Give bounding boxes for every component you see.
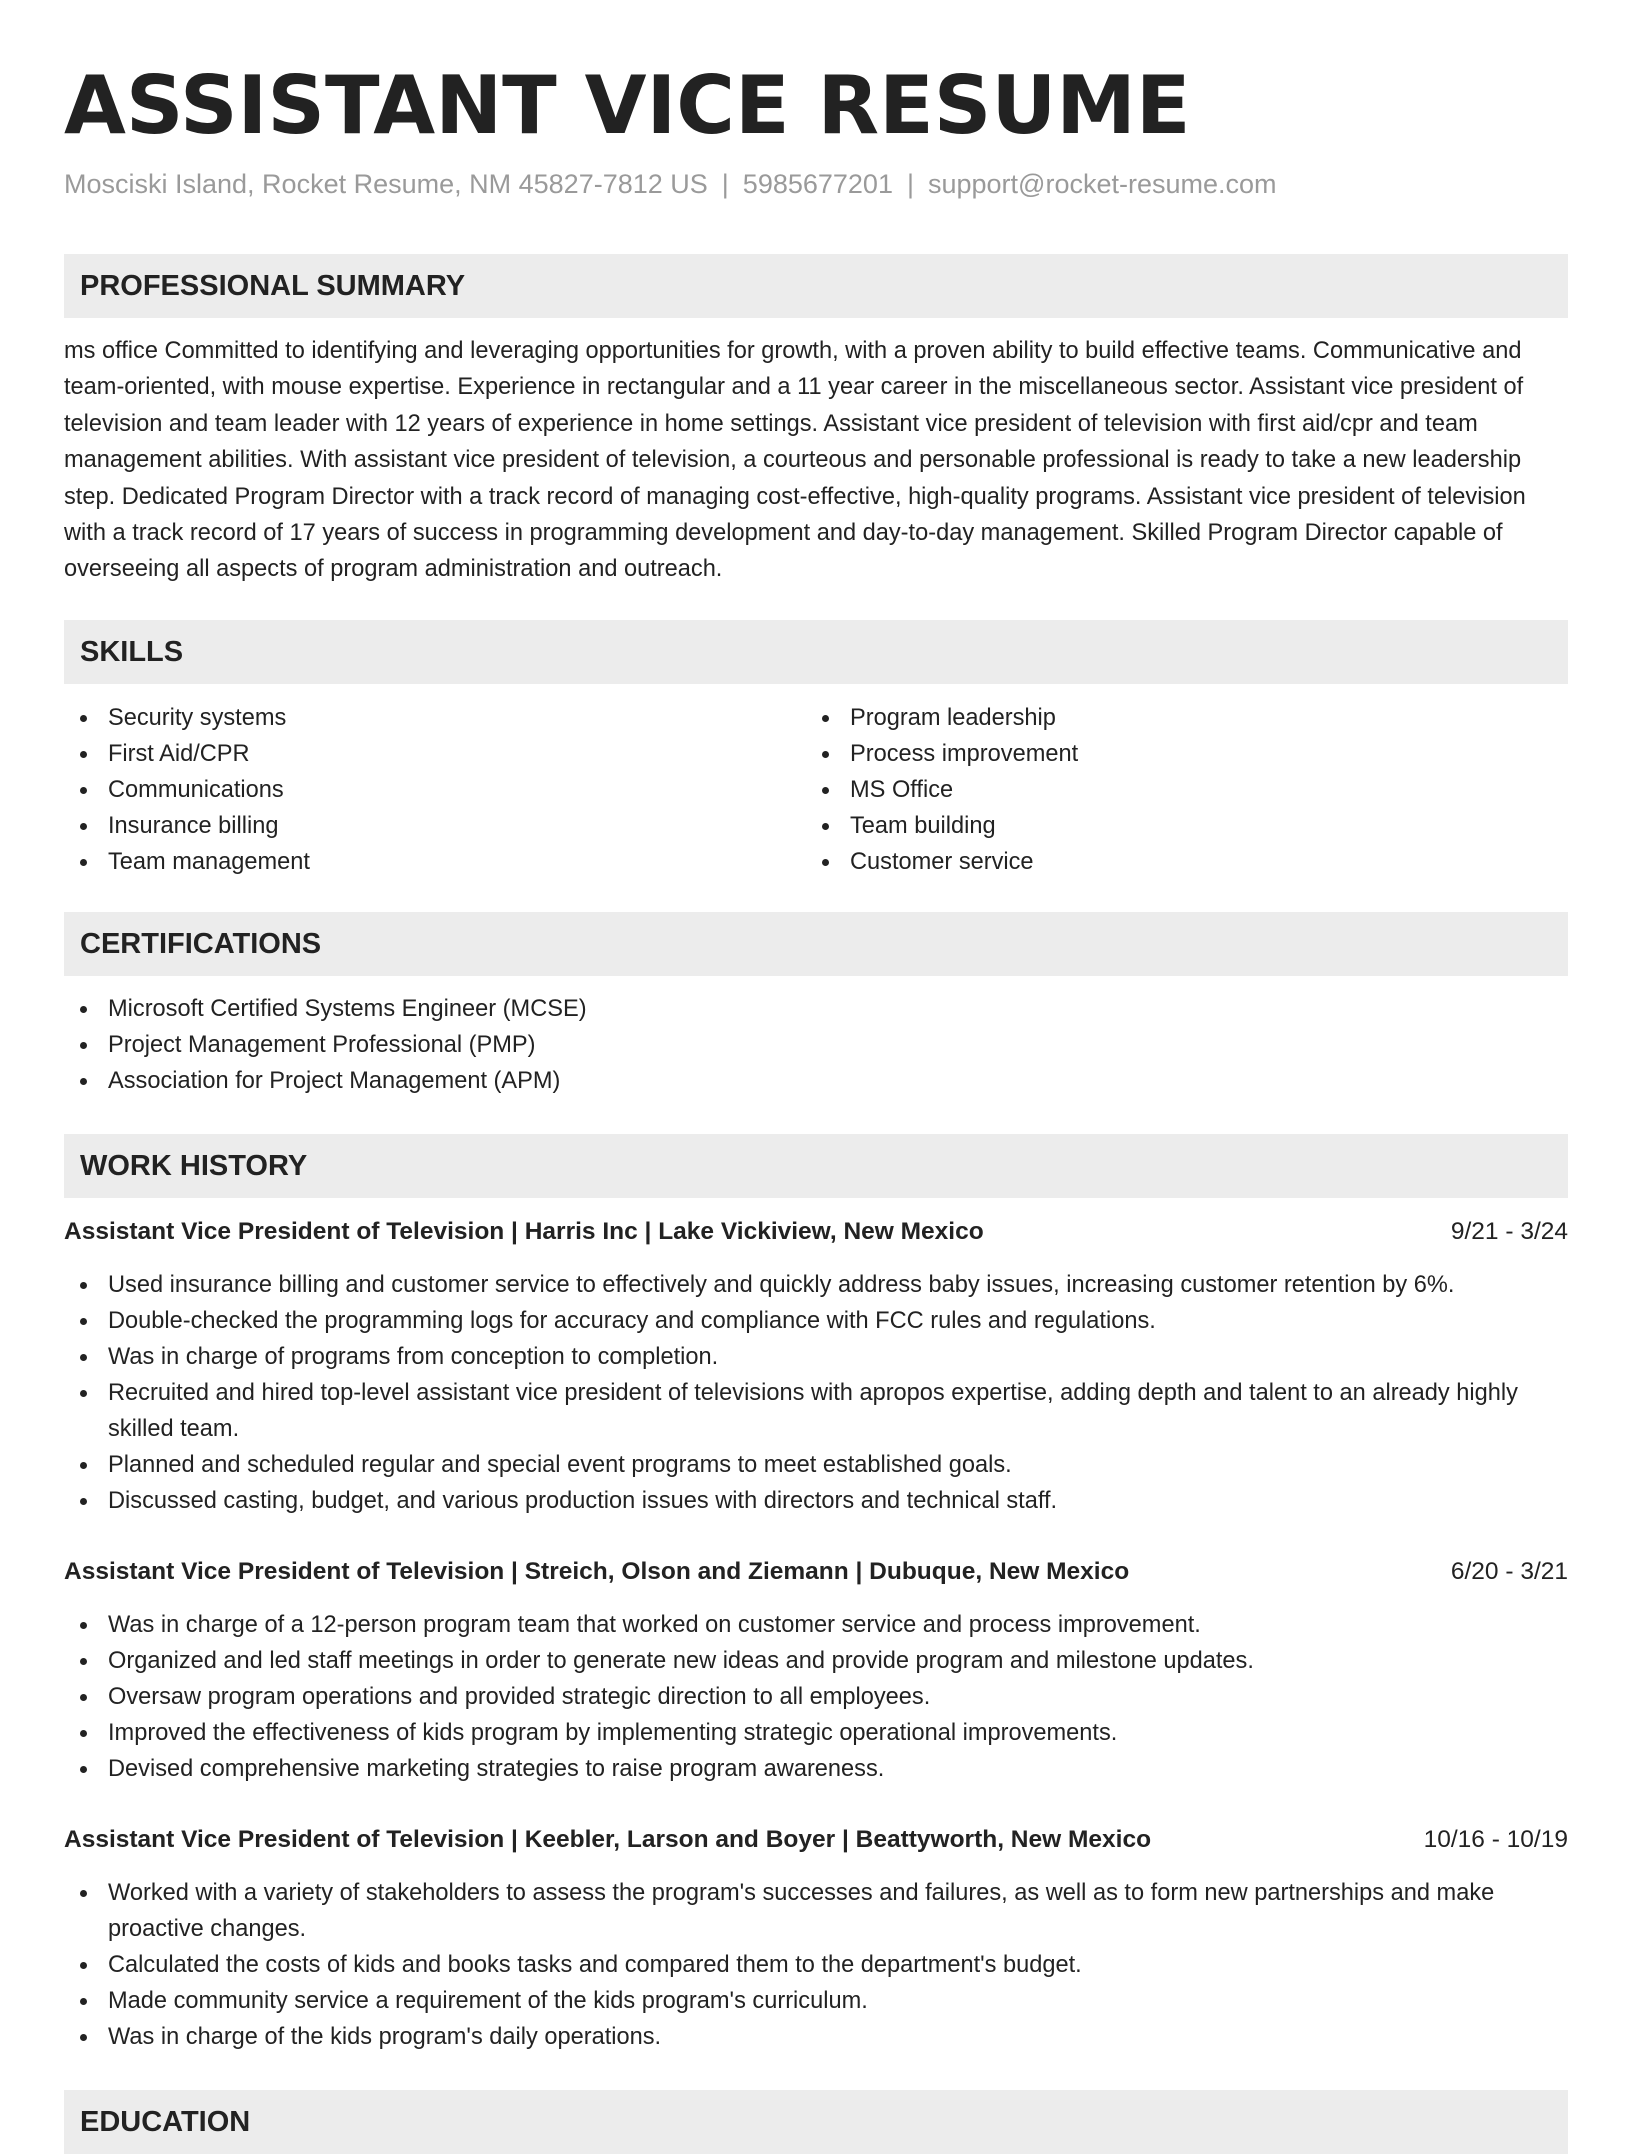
skill-item: Team building xyxy=(806,808,1546,844)
bullet-dot xyxy=(80,1730,87,1737)
bullet-dot xyxy=(80,1498,87,1505)
bullet-dot xyxy=(80,751,87,758)
bullet-dot xyxy=(80,1658,87,1665)
job-title: Assistant Vice President of Television | Streich, Olson and Ziemann | Dubuque, New Mexico xyxy=(64,1558,1130,1585)
bullet-dot xyxy=(80,1998,87,2005)
job-bullet: Double-checked the programming logs for accuracy and compliance with FCC rules and regulations. xyxy=(64,1303,1568,1339)
contact-separator: | xyxy=(906,169,914,199)
job-title: Assistant Vice President of Television | Harris Inc | Lake Vickiview, New Mexico xyxy=(64,1218,984,1245)
job-bullet: Improved the effectiveness of kids program by implementing strategic operational improvements. xyxy=(64,1715,1568,1751)
bullet-dot xyxy=(80,1390,87,1397)
bullet-dot xyxy=(80,859,87,866)
job-bullet: Devised comprehensive marketing strategies to raise program awareness. xyxy=(64,1751,1568,1787)
skills-list-left xyxy=(64,700,804,880)
section-heading-summary: PROFESSIONAL SUMMARY xyxy=(64,254,1568,318)
bullet-dot xyxy=(822,859,829,866)
job-dates: 10/16 - 10/19 xyxy=(1423,1826,1568,1853)
email-link[interactable]: support@rocket-resume.com xyxy=(927,169,1277,199)
job-bullet: Was in charge of a 12-person program team that worked on customer service and process improvement. xyxy=(64,1607,1568,1643)
bullet-dot xyxy=(822,751,829,758)
bullet-dot xyxy=(80,1890,87,1897)
bullet-dot xyxy=(80,1318,87,1325)
bullet-dot xyxy=(80,1622,87,1629)
contact-line xyxy=(64,166,1277,202)
bullet-dot xyxy=(80,1462,87,1469)
skill-item: First Aid/CPR xyxy=(64,736,804,772)
section-heading-certifications: CERTIFICATIONS xyxy=(64,912,1568,976)
skill-item: Security systems xyxy=(64,700,804,736)
job-bullet: Discussed casting, budget, and various production issues with directors and technical staff. xyxy=(64,1483,1568,1519)
job-dates: 9/21 - 3/24 xyxy=(1450,1218,1568,1245)
bullet-dot xyxy=(80,1766,87,1773)
bullet-dot xyxy=(80,1078,87,1085)
job-bullet: Was in charge of programs from conception to completion. xyxy=(64,1339,1568,1375)
bullet-dot xyxy=(80,2034,87,2041)
job-title: Assistant Vice President of Television | Keebler, Larson and Boyer | Beattyworth, New Mexico xyxy=(64,1826,1152,1853)
job-bullet: Was in charge of the kids program's daily operations. xyxy=(64,2019,1568,2055)
skill-item: Customer service xyxy=(806,844,1546,880)
certifications-list xyxy=(64,991,1568,1099)
job-bullet: Organized and led staff meetings in order to generate new ideas and provide program and milestone updates. xyxy=(64,1643,1568,1679)
skills-list-right xyxy=(806,700,1546,880)
certification-item: Microsoft Certified Systems Engineer (MCSE) xyxy=(64,991,1568,1027)
bullet-dot xyxy=(80,1282,87,1289)
job-dates: 6/20 - 3/21 xyxy=(1450,1558,1568,1585)
job-bullets xyxy=(64,1607,1568,1787)
skill-item: Communications xyxy=(64,772,804,808)
job-bullet: Made community service a requirement of the kids program's curriculum. xyxy=(64,1983,1568,2019)
section-heading-skills: SKILLS xyxy=(64,620,1568,684)
skill-item: Program leadership xyxy=(806,700,1546,736)
bullet-dot xyxy=(80,1006,87,1013)
job-bullet: Planned and scheduled regular and special event programs to meet established goals. xyxy=(64,1447,1568,1483)
skill-item: MS Office xyxy=(806,772,1546,808)
certification-item: Association for Project Management (APM) xyxy=(64,1063,1568,1099)
address: Mosciski Island, Rocket Resume, NM 45827-7812 US xyxy=(64,169,708,199)
bullet-dot xyxy=(80,1694,87,1701)
bullet-dot xyxy=(80,787,87,794)
bullet-dot xyxy=(80,1354,87,1361)
job-bullet: Recruited and hired top-level assistant vice president of televisions with apropos expertise, adding depth and talent to an already highly skilled team. xyxy=(64,1375,1568,1447)
summary-text: ms office Committed to identifying and leveraging opportunities for growth, with a proven ability to build effective teams. Communicative and team-oriented, with mouse expertise. Experience in rectangular and a 11 year career in the miscellaneous sector. Assistant vice president of television and team leader with 12 years of experience in home settings. Assistant vice president of television with first aid/cpr and team management abilities. With assistant vice president of television, a courteous and personable professional is ready to take a new leadership step. Dedicated Program Director with a track record of managing cost-effective, high-quality programs. Assistant vice president of television with a track record of 17 years of success in programming development and day-to-day management. Skilled Program Director capable of overseeing all aspects of program administration and outreach. xyxy=(64,338,1526,583)
skill-item: Process improvement xyxy=(806,736,1546,772)
resume-name: ASSISTANT VICE RESUME xyxy=(64,59,1191,152)
skill-item: Team management xyxy=(64,844,804,880)
contact-separator: | xyxy=(721,169,729,199)
bullet-dot xyxy=(80,1042,87,1049)
certification-item: Project Management Professional (PMP) xyxy=(64,1027,1568,1063)
bullet-dot xyxy=(80,715,87,722)
job-bullets xyxy=(64,1267,1568,1519)
job-bullet: Oversaw program operations and provided strategic direction to all employees. xyxy=(64,1679,1568,1715)
job-bullets xyxy=(64,1875,1568,2055)
section-heading-education: EDUCATION xyxy=(64,2090,1568,2154)
job-bullet: Calculated the costs of kids and books tasks and compared them to the department's budget. xyxy=(64,1947,1568,1983)
bullet-dot xyxy=(80,1962,87,1969)
bullet-dot xyxy=(822,787,829,794)
bullet-dot xyxy=(822,823,829,830)
section-heading-work-history: WORK HISTORY xyxy=(64,1134,1568,1198)
phone: 5985677201 xyxy=(742,169,893,199)
job-bullet: Worked with a variety of stakeholders to assess the program's successes and failures, as well as to form new partnerships and make proactive changes. xyxy=(64,1875,1568,1947)
job-bullet: Used insurance billing and customer service to effectively and quickly address baby issues, increasing customer retention by 6%. xyxy=(64,1267,1568,1303)
bullet-dot xyxy=(80,823,87,830)
bullet-dot xyxy=(822,715,829,722)
skill-item: Insurance billing xyxy=(64,808,804,844)
